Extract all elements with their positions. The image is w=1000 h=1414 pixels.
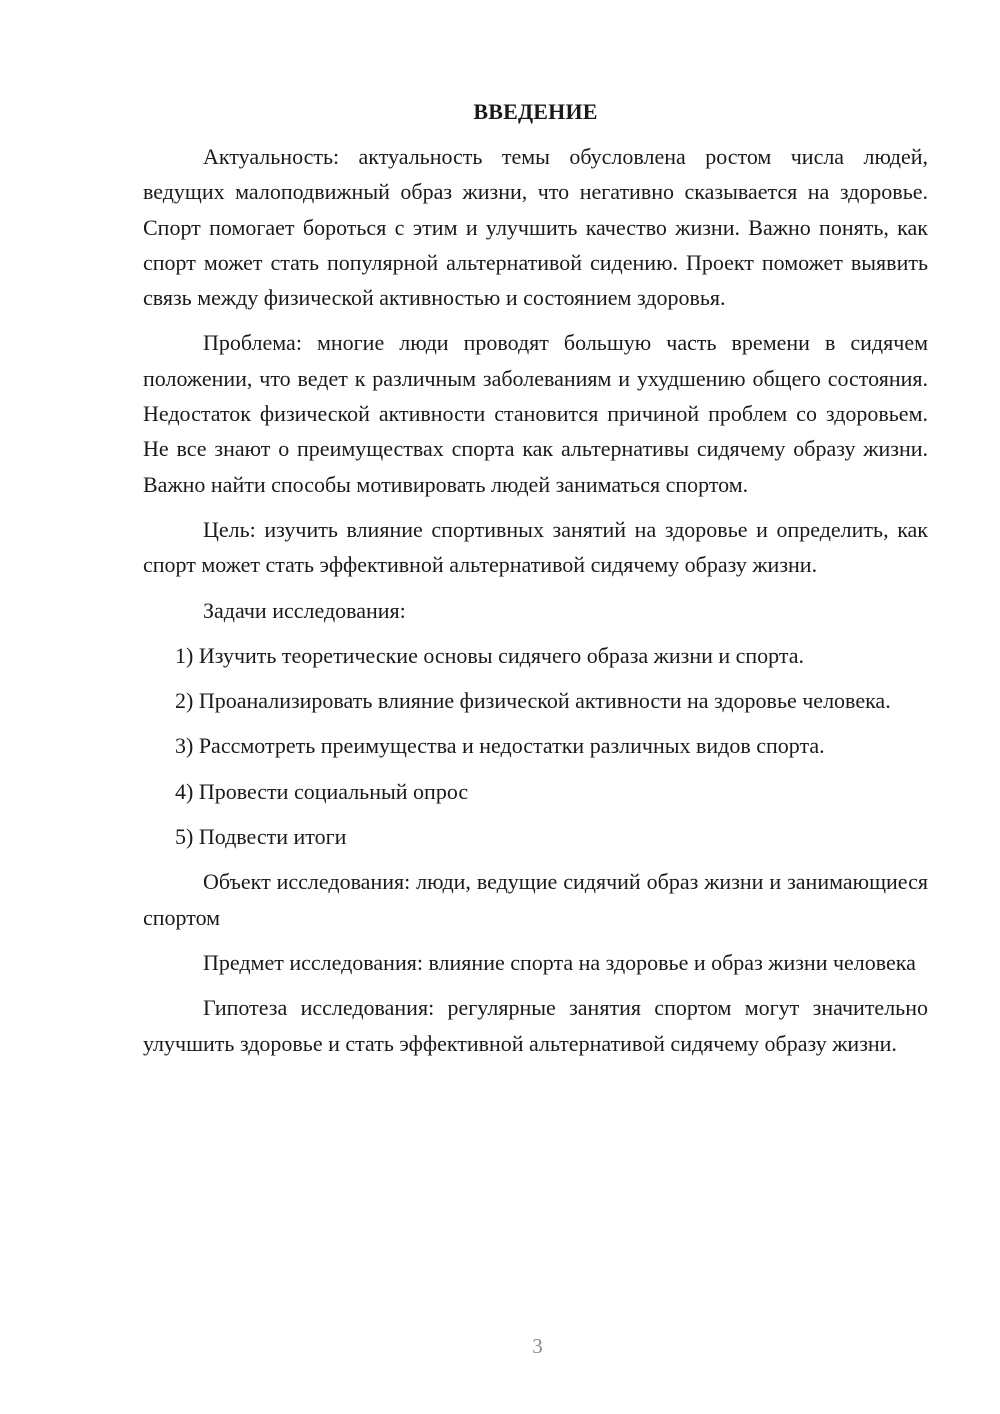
task-item-1: 1) Изучить теоретические основы сидячего образа жизни и спорта. bbox=[175, 642, 805, 668]
paragraph-object: Объект исследования: люди, ведущие сидячий образ жизни и занимающиеся спортом bbox=[143, 869, 928, 930]
paragraph-goal: Цель: изучить влияние спортивных занятий на здоровье и определить, как спорт может стать эффективной альтернативой сидячему образу жизни. bbox=[143, 516, 928, 578]
task-item-2: 2) Проанализировать влияние физической активности на здоровье человека. bbox=[175, 688, 891, 714]
document-body bbox=[143, 94, 928, 1071]
task-item-3: 3) Рассмотреть преимущества и недостатки различных видов спорта. bbox=[175, 733, 825, 759]
page-title: ВВЕДЕНИЕ bbox=[473, 99, 598, 124]
paragraph-relevance: Актуальность: актуальность темы обусловлена ростом числа людей, ведущих малоподвижный образ жизни, что негативно сказывается на здоровье. Спорт помогает бороться с этим и улучшить качество жизни. Важно понять, как спорт может стать популярной альтернативой сидению. Проект поможет выявить связь между физической активностью и состоянием здоровья. bbox=[143, 144, 928, 311]
paragraph-subject: Предмет исследования: влияние спорта на здоровье и образ жизни человека bbox=[203, 949, 916, 975]
page-number: 3 bbox=[532, 1334, 543, 1358]
task-item-5: 5) Подвести итоги bbox=[175, 824, 347, 850]
task-item-4: 4) Провести социальный опрос bbox=[175, 778, 469, 804]
paragraph-problem: Проблема: многие люди проводят большую часть времени в сидячем положении, что ведет к различным заболеваниям и ухудшению общего состояния. Недостаток физической активности становится причиной проблем со здоровьем. Не все знают о преимуществах спорта как альтернативы сидячему образу жизни. Важно найти способы мотивировать людей заниматься спортом. bbox=[143, 330, 928, 497]
tasks-heading: Задачи исследования: bbox=[203, 597, 406, 623]
paragraph-hypothesis: Гипотеза исследования: регулярные занятия спортом могут значительно улучшить здоровье и стать эффективной альтернативой сидячему образу жизни. bbox=[143, 995, 928, 1056]
